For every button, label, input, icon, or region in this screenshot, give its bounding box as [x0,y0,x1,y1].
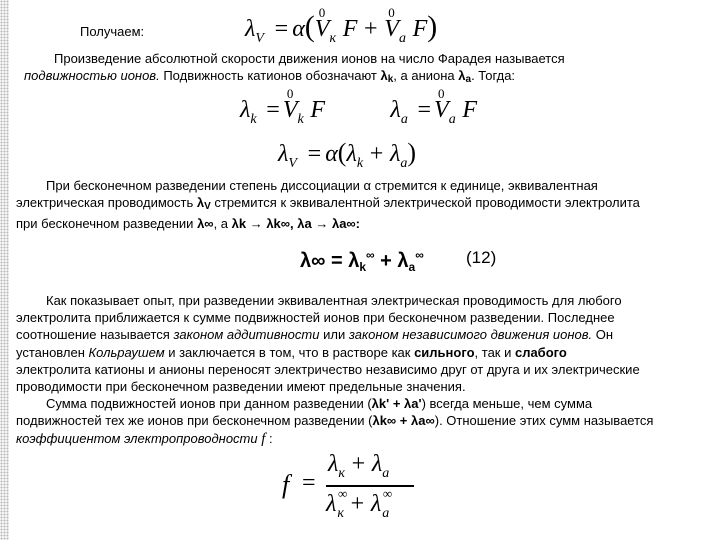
equation-number: (12) [466,248,497,267]
intro-label: Получаем: [80,24,145,39]
equation-lambda-k-lambda-a: $\lambda_k = V$ 0 $_k$ F $\lambda_a = V$ 0 $_a$ F [240,86,478,127]
paragraph-additivity-law: Как показывает опыт, при разведении эквивалентная электрическая проводимость для любого электролита приближается к сумме подвижностей ионов при бесконечном разведении. Последнее соотношение называется законом аддитивности или законом независимого движения ионов. Он установлен Кольраушем и заключается в том, что в растворе как сильного, так и слабого электролита катионы и анионы переносят электричество независимо друг от друга и их электрические проводимости при бесконечном разведении имеют предельные значения. Сумма подвижностей ионов при данном разведении (λk' + λa') всегда меньше, чем сумма подвижностей тех же ионов при бесконечном разведении (λk∞ + λa∞). Отношение этих сумм называется коэффициентом электропроводности f : [16,293,654,447]
fraction-numerator: $\lambda_к + \lambda_a$ [328,451,390,481]
paragraph-mobility-definition: Произведение абсолютной скорости движения ионов на число Фарадея называется подвижностью ионов. Подвижность катионов обозначают λk, а аниона λa. Тогда: [24,51,565,86]
paragraph-infinite-dilution: При бесконечном разведении степень диссоциации α стремится к единице, эквивалентная электрическая проводимость λV стремится к эквивалентной электрической проводимости электролита при бесконечном разведении λ∞, а λk → λk∞, λа → λа∞: [16,178,640,232]
dotted-left-border [0,0,9,540]
equation-12-kohlrausch-law: $\lambda\infty = \lambda_k^\infty + \lambda_a^\infty$ [300,248,424,274]
equation-lambda-v-sum: $\lambda_V = \alpha(\lambda_k + \lambda_a)$ [278,138,417,171]
equation-lambda-v-abs: $\lambda_V = \alpha(V$ 0 $_к$ F + V 0 $_a$ F) [245,5,438,46]
equation-conductivity-coefficient: f = $\lambda_к + \lambda_a$ λ ∞ $_к$ + λ ∞ $_a$ [280,448,420,528]
fraction-denominator: λ ∞ $_к$ + λ ∞ $_a$ [326,486,393,521]
